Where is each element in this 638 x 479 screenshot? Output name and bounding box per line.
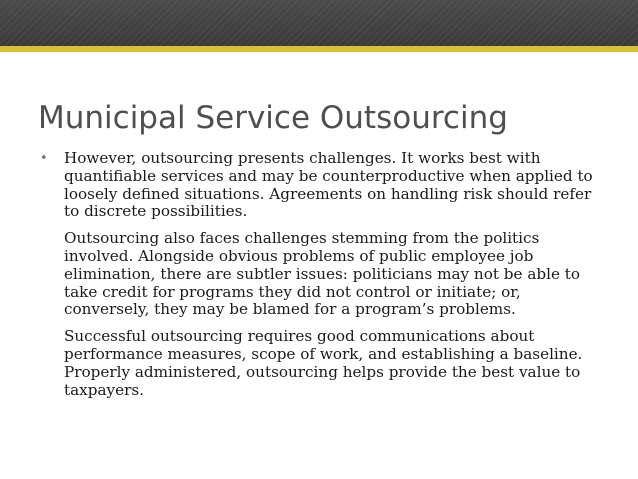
bullet-dot-icon: • [40, 151, 48, 166]
slide-title: Municipal Service Outsourcing [38, 100, 508, 136]
slide-body [40, 150, 600, 408]
header-bar [0, 0, 638, 46]
paragraph-3: Successful outsourcing requires good communications about performance measures, scope of work, and establishing a baseline. Properly administered, outsourcing helps provide the best value to taxpayers. [64, 327, 583, 399]
accent-line [0, 46, 638, 52]
paragraph-1: However, outsourcing presents challenges. It works best with quantifiable services and may be counterproductive when applied to loosely defined situations. Agreements on handling risk should refer to discrete possibilities. [64, 149, 593, 221]
bullet-item [40, 150, 600, 399]
paragraph-2: Outsourcing also faces challenges stemming from the politics involved. Alongside obvious problems of public employee job elimination, there are subtler issues: politicians may not be able to take credit for programs they did not control or initiate; or, conversely, they may be blamed for a program’s problems. [64, 229, 581, 319]
